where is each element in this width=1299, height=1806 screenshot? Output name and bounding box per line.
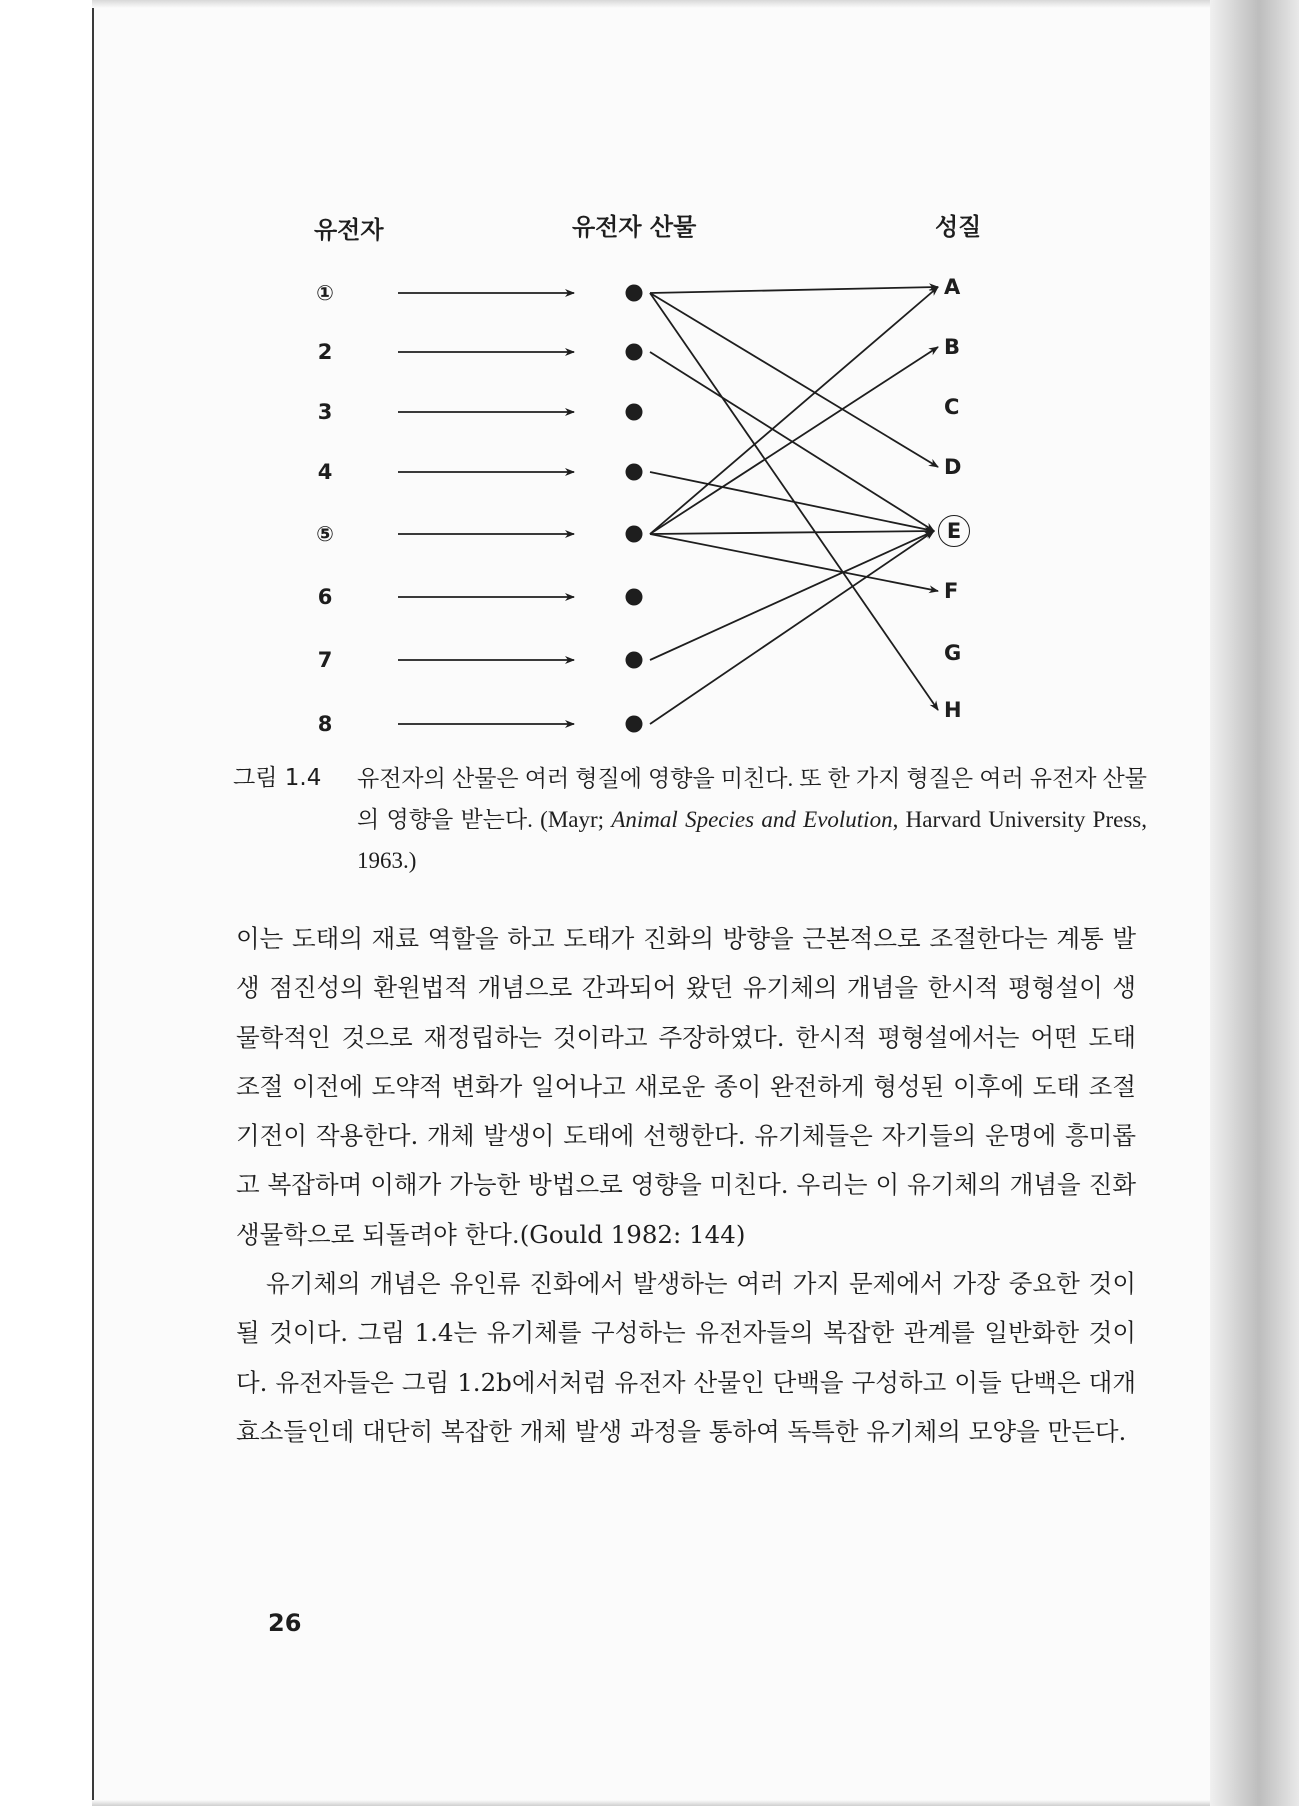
traits-column-header: 성질: [935, 213, 982, 241]
trait-label-a: A: [944, 275, 961, 299]
gene-product-dot-2: [626, 344, 643, 361]
paragraph-1: 이는 도태의 재료 역할을 하고 도태가 진화의 방향을 근본적으로 조절한다는 계통 발생 점진성의 환원법적 개념으로 간과되어 왔던 유기체의 개념을 한시적 평형설이 생물학적인 것으로 재정립하는 것이라고 주장하였다. 한시적 평형설에서는 어떤 도태 조절 이전에 도약적 변화가 일어나고 새로운 종이 완전하게 형성된 이후에 도태 조절기전이 작용한다. 개체 발생이 도태에 선행한다. 유기체들은 자기들의 운명에 흥미롭고 복잡하며 이해가 가능한 방법으로 영향을 미친다. 우리는 이 유기체의 개념을 진화생물학으로 되돌려야 한다.(Gould 1982: 144): [236, 924, 1136, 1249]
gene-label-4: 4: [317, 460, 333, 484]
gene-label-3: 3: [317, 400, 333, 424]
trait-label-b: B: [944, 335, 961, 359]
gene-product-dot-1: [626, 285, 643, 302]
gene-product-dot-5: [626, 526, 643, 543]
caption-book-title: Animal Species and Evolution: [611, 807, 893, 832]
page-number: 26: [268, 1609, 302, 1637]
gene-label-1: ①: [316, 281, 334, 305]
gene-label-2: 2: [317, 340, 333, 364]
gene-product-trait-figure: [0, 0, 1299, 760]
trait-label-d: D: [944, 455, 962, 479]
trait-label-e: [944, 519, 984, 547]
gene-label-8: 8: [317, 712, 333, 736]
gene-product-dot-8: [626, 716, 643, 733]
caption-text-part-1: 유전자의 산물은 여러 형질에 영향을 미친다. 또 한 가지 형질은 여러 유전자 산물의 영향을 받는다. (Mayr;: [357, 766, 1147, 832]
body-text: [236, 914, 1136, 1456]
link-product-1-to-trait-a: [650, 287, 938, 293]
paragraph-2: 유기체의 개념은 유인류 진화에서 발생하는 여러 가지 문제에서 가장 중요한 것이 될 것이다. 그림 1.4는 유기체를 구성하는 유전자들의 복잡한 관계를 일반화한 것이다. 유전자들은 그림 1.2b에서처럼 유전자 산물인 단백을 구성하고 이들 단백은 대개 효소들인데 대단히 복잡한 개체 발생 과정을 통하여 독특한 유기체의 모양을 만든다.: [236, 1269, 1136, 1446]
caption-text: [357, 758, 1147, 881]
link-product-7-to-trait-e: [650, 531, 934, 660]
gene-product-dot-6: [626, 589, 643, 606]
gene-product-dot-4: [626, 464, 643, 481]
trait-label-h: H: [944, 698, 962, 722]
gene-product-dot-group: [626, 285, 643, 733]
figure-diagram: [0, 0, 1299, 760]
link-product-5-to-trait-e: [650, 531, 934, 534]
link-product-5-to-trait-f: [650, 534, 938, 591]
link-product-4-to-trait-e: [650, 472, 934, 531]
gene-label-7: 7: [317, 648, 333, 672]
trait-circled-e: E: [938, 515, 970, 547]
gene-product-dot-3: [626, 404, 643, 421]
trait-label-g: G: [944, 641, 962, 665]
link-product-5-to-trait-a: [650, 287, 938, 534]
genes-column-header: 유전자: [314, 216, 384, 244]
gene-label-5: ⑤: [316, 522, 334, 546]
trait-label-f: F: [944, 579, 959, 603]
product-trait-link-group: [650, 287, 938, 724]
gene-arrow-group: [398, 293, 574, 724]
gene-label-6: 6: [317, 585, 333, 609]
figure-number: 그림 1.4: [233, 765, 322, 791]
page-bottom-edge: [92, 1800, 1262, 1806]
trait-label-c: C: [944, 395, 960, 419]
gene-product-dot-7: [626, 652, 643, 669]
caption-text-part-2: , Harvard University Press, 1963.): [357, 807, 1147, 873]
link-product-8-to-trait-e: [650, 531, 934, 724]
products-column-header: 유전자 산물: [572, 213, 697, 241]
